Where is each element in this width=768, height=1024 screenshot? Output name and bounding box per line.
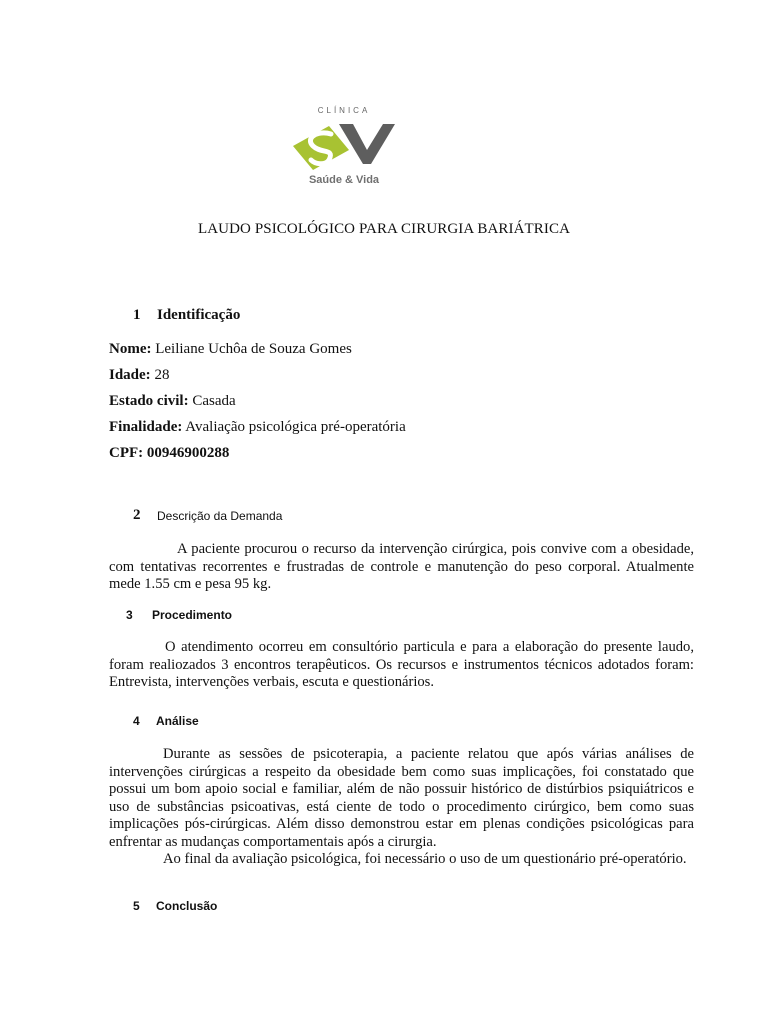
document-title: LAUDO PSICOLÓGICO PARA CIRURGIA BARIÁTRICA (197, 221, 571, 237)
section4-heading: Análise (156, 714, 199, 728)
paragraph: Durante as sessões de psicoterapia, a paciente relatou que após várias análises de intervenções cirúrgicas a respeito da obesidade bem como suas implicações, foi constatado que possui um bom apoio social e familiar, além de não possuir histórico de distúrbios psiquiátricos e uso de substâncias psicoativas, está ciente de todo o procedimento cirúrgico, bem como suas implicações pós-cirúrgicas. Além disso demonstrou estar em plenas condições psicológicas para enfrentar as mudanças comportamentais após a cirurgia. (109, 746, 694, 850)
logo-top-text: CLÍNICA (317, 106, 371, 115)
section4-body (109, 746, 694, 869)
logo-sv-mark (287, 116, 401, 176)
section1-number: 1 (133, 307, 141, 323)
section3-body (109, 639, 694, 692)
paragraph: Ao final da avaliação psicológica, foi necessário o uso de um questionário pré-operatório. (163, 851, 687, 867)
field-nome (109, 341, 352, 358)
section5-heading: Conclusão (156, 899, 218, 913)
section2-heading: Descrição da Demanda (157, 509, 283, 523)
field-value: Leiliane Uchôa de Souza Gomes (155, 341, 352, 357)
section2-number: 2 (133, 507, 141, 523)
logo-bottom-text: Saúde & Vida (308, 174, 380, 186)
section3-number: 3 (126, 608, 133, 622)
paragraph: A paciente procurou o recurso da intervenção cirúrgica, pois convive com a obesidade, com tentativas recorrentes e frustradas de controle e manutenção do peso corporal. Atualmente mede 1.55 cm e pesa 95 kg. (109, 541, 694, 592)
field-value: Casada (192, 393, 236, 409)
field-finalidade (109, 419, 406, 436)
field-estado-civil (109, 393, 236, 410)
field-idade (109, 367, 169, 384)
field-label: Idade: (109, 367, 151, 383)
field-value: 28 (154, 367, 170, 383)
field-label: Estado civil: (109, 393, 189, 409)
field-cpf (109, 445, 229, 462)
section3-heading: Procedimento (152, 608, 233, 622)
field-label: Finalidade: (109, 419, 183, 435)
field-label: Nome: (109, 341, 152, 357)
clinic-logo (285, 104, 403, 190)
paragraph: O atendimento ocorreu em consultório particula e para a elaboração do presente laudo, foram realiozados 3 encontros terapêuticos. Os recursos e instrumentos técnicos adotados foram: Entrevista, intervenções verbais, escuta e questionários. (109, 639, 694, 690)
section5-number: 5 (133, 899, 140, 913)
field-label: CPF: (109, 445, 144, 461)
section4-number: 4 (133, 714, 140, 728)
field-value: 00946900288 (146, 445, 230, 461)
section1-heading: Identificação (157, 307, 241, 323)
section2-body (109, 541, 694, 594)
field-value: Avaliação psicológica pré-operatória (185, 419, 406, 435)
